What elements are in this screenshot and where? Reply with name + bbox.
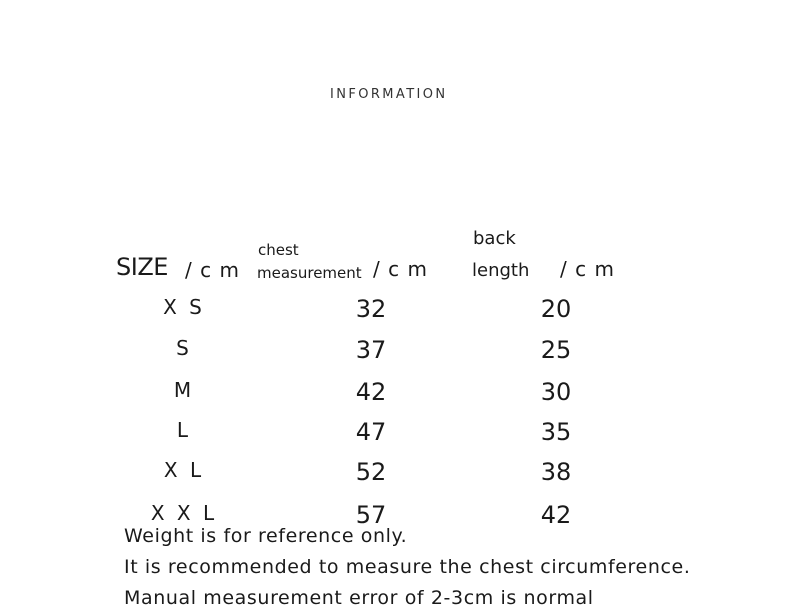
chest-header-label-line1: chest <box>258 241 299 259</box>
table-row <box>0 418 790 452</box>
chest-header-unit: / c m <box>373 257 428 281</box>
chest-cell: 52 <box>355 458 387 486</box>
chest-cell: 32 <box>355 295 387 323</box>
back-header-unit: / c m <box>560 257 615 281</box>
table-row <box>0 295 790 329</box>
size-header-label: SIZE <box>116 253 168 281</box>
back-length-cell: 35 <box>540 418 572 446</box>
note-line: Manual measurement error of 2-3cm is normal <box>124 587 594 609</box>
back-length-cell: 42 <box>540 501 572 529</box>
chest-header-label-line2: measurement <box>257 264 362 282</box>
note-line: It is recommended to measure the chest circumference. <box>124 556 691 578</box>
size-cell: S <box>176 336 192 360</box>
size-cell: L <box>176 418 192 442</box>
chest-cell: 57 <box>355 501 387 529</box>
table-row <box>0 458 790 492</box>
chest-cell: 37 <box>355 336 387 364</box>
back-header-label-line1: back <box>473 228 516 249</box>
note-line: Weight is for reference only. <box>124 525 408 547</box>
table-row <box>0 378 790 412</box>
size-cell: X X L <box>150 501 218 525</box>
table-row <box>0 336 790 370</box>
size-header-unit: / c m <box>185 258 240 282</box>
size-cell: M <box>173 378 195 402</box>
back-header-label-line2: length <box>472 260 530 281</box>
back-length-cell: 20 <box>540 295 572 323</box>
size-cell: X S <box>163 295 205 319</box>
back-length-cell: 25 <box>540 336 572 364</box>
size-cell: X L <box>163 458 205 482</box>
chest-cell: 47 <box>355 418 387 446</box>
chest-cell: 42 <box>355 378 387 406</box>
information-heading: INFORMATION <box>330 87 448 102</box>
back-length-cell: 38 <box>540 458 572 486</box>
back-length-cell: 30 <box>540 378 572 406</box>
